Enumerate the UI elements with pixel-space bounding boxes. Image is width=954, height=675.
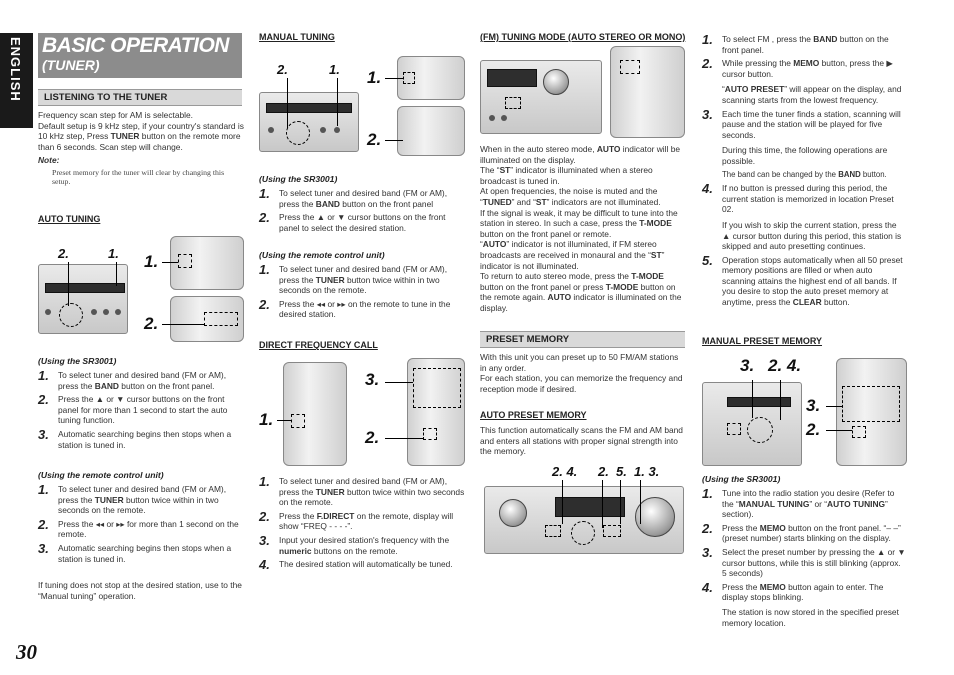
callout-auto-2: 2. [58, 246, 69, 261]
direct-step: 4. The desired station will automatically be tuned. [259, 557, 453, 573]
callout-mpreset-24: 2. 4. [768, 356, 802, 375]
callout-direct-2: 2. [365, 428, 380, 447]
auto-sr-heading: (Using the SR3001) [38, 356, 117, 366]
mpreset-step: 3. Select the preset number by pressing the ▲ or ▼ cursor buttons, while this is still blinking (approx. 5 seconds) [702, 544, 906, 579]
manual-rc-step: 1. To select tuner and desired band (FM or AM), press the TUNER button twice within in two seconds on the remote. [259, 262, 448, 296]
auto-tuning-sr3001 [38, 356, 244, 453]
callout-preset-2: 2. [598, 464, 609, 479]
fm-mode-header: (FM) TUNING MODE (AUTO STEREO OR MONO) [480, 32, 686, 42]
manual-tuning-header: MANUAL TUNING [259, 32, 335, 42]
auto-preset-text: This function automatically scans the FM and AM band and enters all stations with proper signal strength into the memory. [480, 425, 683, 457]
cursor-buttons-highlight [286, 121, 310, 145]
front-panel-display [727, 397, 791, 407]
front-panel-display [266, 103, 352, 113]
tuner-button-highlight [291, 414, 305, 428]
auto-rc-step: 2. Press the ◂◂ or ▸▸ for more than 1 second on the remote. [38, 516, 239, 540]
fm-mode-illustration [480, 46, 685, 138]
auto-rc-step: 3. Automatic searching begins then stops when a station is tuned in. [38, 540, 232, 564]
callout-manual-remote-2: 2. [367, 130, 382, 149]
callout-mpreset-3: 3. [740, 356, 755, 375]
note-text: Preset memory for the tuner will clear by changing this setup. [52, 167, 225, 187]
numeric-buttons-highlight [413, 368, 461, 408]
front-panel-display [555, 497, 625, 517]
auto-preset-steps [702, 34, 907, 311]
auto-rc-heading: (Using the remote control unit) [38, 470, 164, 480]
auto-rc-step: 1. To select tuner and desired band (FM or AM), press the TUNER button twice within in two seconds on the remote. [38, 482, 227, 516]
manual-tuning-sr3001 [259, 174, 465, 236]
front-panel-image [38, 264, 128, 334]
callout-preset-13: 1. 3. [634, 464, 660, 479]
panel-button [320, 127, 326, 133]
manual-sr-step: 1. To select tuner and desired band (FM or AM), press the BAND button on the front panel [259, 186, 448, 209]
manual-sr-step: 2. Press the ▲ or ▼ cursor buttons on the front panel to select the desired station. [259, 210, 446, 233]
callout-direct-3: 3. [365, 370, 380, 389]
direct-call-steps [259, 476, 465, 574]
callout-preset-5: 5. [616, 464, 627, 479]
leader-line [337, 78, 338, 126]
fm-mode-para: If the signal is weak, it may be difficult to tune into the station in stereo. In such a case, press the T-MODE button on the front panel or remote. [480, 207, 678, 239]
auto-sr-step: 3. Automatic searching begins then stops when a station is tuned in. [38, 426, 232, 450]
manual-sr-heading: (Using the SR3001) [259, 174, 338, 184]
callout-manual-1: 1. [329, 62, 340, 77]
auto-preset-header: AUTO PRESET MEMORY [480, 410, 587, 420]
fm-mode-text [480, 144, 685, 314]
auto-tuning-remote [38, 470, 244, 567]
cursor-buttons-highlight [747, 417, 773, 443]
leader-line [385, 140, 403, 141]
panel-button [501, 115, 507, 121]
callout-remote-1: 1. [144, 252, 159, 271]
listening-intro [38, 110, 244, 187]
language-tab [0, 33, 33, 128]
auto-preset-illustration [480, 464, 685, 556]
band-button-highlight [603, 525, 621, 537]
memo-remote-highlight [852, 426, 866, 438]
page-subtitle: (TUNER) [42, 57, 100, 73]
manual-preset-illustration [702, 356, 907, 468]
panel-button [489, 115, 495, 121]
leader-line [68, 262, 69, 306]
manual-rc-heading: (Using the remote control unit) [259, 250, 385, 260]
auto-preset-step: 4. If no button is pressed during this period, the current station is memorized in location Preset 02. If you wish to skip the current station, press the ▲ cursor button during this period, this station is skipped and auto presetting continues. [702, 181, 902, 252]
tmode-button-highlight [505, 97, 521, 109]
manual-tuning-remote [259, 250, 465, 323]
fm-mode-para: When in the auto stereo mode, AUTO indicator will be illuminated on the display. [480, 144, 681, 165]
manual-preset-header: MANUAL PRESET MEMORY [702, 336, 823, 346]
auto-preset-step: 3. Each time the tuner finds a station, scanning will pause and the station will be played for five seconds. During this time, the following operations are possible. The band can be changed by the BAND button. [702, 106, 901, 179]
manual-rc-step: 2. Press the ◂◂ or ▸▸ on the remote to tune in the desired station. [259, 296, 451, 320]
fm-mode-para: “AUTO” indicator is not illuminated, if FM stereo broadcasts are received in monaural and the “ST” indicator is not illuminated. [480, 239, 665, 271]
skip-button-highlight [204, 312, 238, 326]
fm-mode-para: At open frequencies, the noise is muted and the “TUNED” and “ST” indicators are not illuminated. [480, 186, 661, 207]
leader-line [620, 480, 621, 524]
direct-step: 1. To select tuner and desired band (FM or AM), press the TUNER button twice within two seconds on the remote. [259, 474, 465, 508]
direct-step: 3. Input your desired station's frequency with the numeric buttons on the remote. [259, 532, 450, 556]
callout-manual-2: 2. [277, 62, 288, 77]
auto-preset-step: 2. While pressing the MEMO button, press the ▶ cursor button. “AUTO PRESET” will appear on the display, and scanning starts from the lowest frequency. [702, 56, 902, 105]
front-panel-display [45, 283, 125, 293]
preset-intro [480, 352, 685, 394]
callout-mpreset-remote-3: 3. [806, 396, 821, 415]
leader-line [162, 324, 204, 325]
preset-para: For each station, you can memorize the frequency and reception mode if desired. [480, 373, 683, 394]
auto-sr-step: 1. To select tuner and desired band (FM or AM), press the BAND button on the front panel. [38, 368, 227, 391]
numeric-buttons-highlight [842, 386, 900, 422]
panel-button [103, 309, 109, 315]
memo-button-highlight [727, 423, 741, 435]
panel-button [91, 309, 97, 315]
language-tab-label: ENGLISH [8, 37, 23, 102]
preset-para: With this unit you can preset up to 50 FM/AM stations in any order. [480, 352, 679, 373]
callout-preset-24: 2. 4. [552, 464, 578, 479]
direct-call-illustration [259, 356, 465, 468]
mpreset-heading: (Using the SR3001) [702, 474, 781, 484]
leader-line [385, 78, 403, 79]
front-panel-image [480, 60, 602, 134]
callout-mpreset-remote-2: 2. [806, 420, 821, 439]
leader-line [385, 438, 423, 439]
fdirect-button-highlight [423, 428, 437, 440]
tuner-button-highlight [403, 72, 415, 84]
panel-button [268, 127, 274, 133]
panel-button [115, 309, 121, 315]
direct-call-header: DIRECT FREQUENCY CALL [259, 340, 378, 350]
preset-header: PRESET MEMORY [480, 331, 685, 348]
direct-step: 2. Press the F.DIRECT on the remote, display will show “FREQ - - - -”. [259, 508, 454, 532]
callout-remote-2: 2. [144, 314, 159, 333]
leader-line [287, 78, 288, 128]
auto-preset-step: 5. Operation stops automatically when all 50 preset memory positions are filled or when auto scanning attains the highest end of all bands. If you desire to stop the auto preset memory at anytime, press the CLEAR button. [702, 252, 903, 308]
callout-direct-1: 1. [259, 410, 274, 429]
panel-button [334, 127, 340, 133]
input-knob [499, 499, 527, 527]
manual-preset-steps [702, 474, 907, 631]
mpreset-step: 1. Tune into the radio station you desire (Refer to the “MANUAL TUNING” or “AUTO TUNING” section). [702, 486, 895, 520]
mpreset-step: 2. Press the MEMO button on the front panel. “– –” (preset number) starts blinking on the display. [702, 520, 901, 544]
auto-tuning-illustration [38, 234, 244, 342]
auto-preset-step: 1. To select FM , press the BAND button on the front panel. [702, 32, 889, 55]
page-number: 30 [16, 640, 37, 664]
tuner-button-highlight [178, 254, 192, 268]
leader-line [826, 430, 852, 431]
callout-manual-remote-1: 1. [367, 68, 382, 87]
auto-tuning-footer: If tuning does not stop at the desired station, use to the “Manual tuning” operation. [38, 580, 242, 601]
fm-mode-para: The “ST” indicator is illuminated when a stereo broadcast is tuned in. [480, 165, 653, 186]
fm-mode-para: To return to auto stereo mode, press the T-MODE button on the front panel or press T-MODE button on the remote again. AUTO indicator is illuminated on the display. [480, 271, 682, 313]
panel-button [45, 309, 51, 315]
remote-image-bottom [397, 106, 465, 156]
front-panel-image [484, 486, 684, 554]
cursor-buttons-highlight [571, 521, 595, 545]
cursor-buttons-highlight [59, 303, 83, 327]
leader-line [780, 380, 781, 420]
volume-knob [635, 497, 675, 537]
leader-line [752, 380, 753, 418]
memo-button-highlight [545, 525, 561, 537]
intro-line-2: Default setup is 9 kHz step, if your country's standard is 10 kHz step, Press TUNER button on the remote more than 6 seconds. Scan step will change. [38, 120, 244, 152]
manual-tuning-illustration [259, 46, 465, 158]
intro-line-1: Frequency scan step for AM is selectable. [38, 110, 194, 120]
leader-line [277, 420, 291, 421]
remote-tmode-highlight [620, 60, 640, 74]
leader-line [640, 480, 641, 524]
leader-line [826, 406, 842, 407]
listening-header: LISTENING TO THE TUNER [38, 89, 242, 106]
leader-line [162, 262, 178, 263]
callout-auto-1: 1. [108, 246, 119, 261]
volume-knob [543, 69, 569, 95]
front-panel-display [487, 69, 537, 87]
title-block [38, 33, 242, 78]
auto-tuning-header: AUTO TUNING [38, 214, 101, 224]
auto-sr-step: 2. Press the ▲ or ▼ cursor buttons on the front panel for more than 1 second to start the auto tuning function. [38, 392, 228, 426]
leader-line [602, 480, 603, 528]
leader-line [562, 480, 563, 524]
leader-line [116, 262, 117, 286]
page-title: BASIC OPERATION [42, 34, 229, 57]
mpreset-step: 4. Press the MEMO button again to enter. The display stops blinking. The station is now stored in the specified preset memory location. [702, 579, 899, 628]
note-label: Note: [38, 155, 60, 166]
leader-line [385, 382, 413, 383]
front-panel-image [259, 92, 359, 152]
